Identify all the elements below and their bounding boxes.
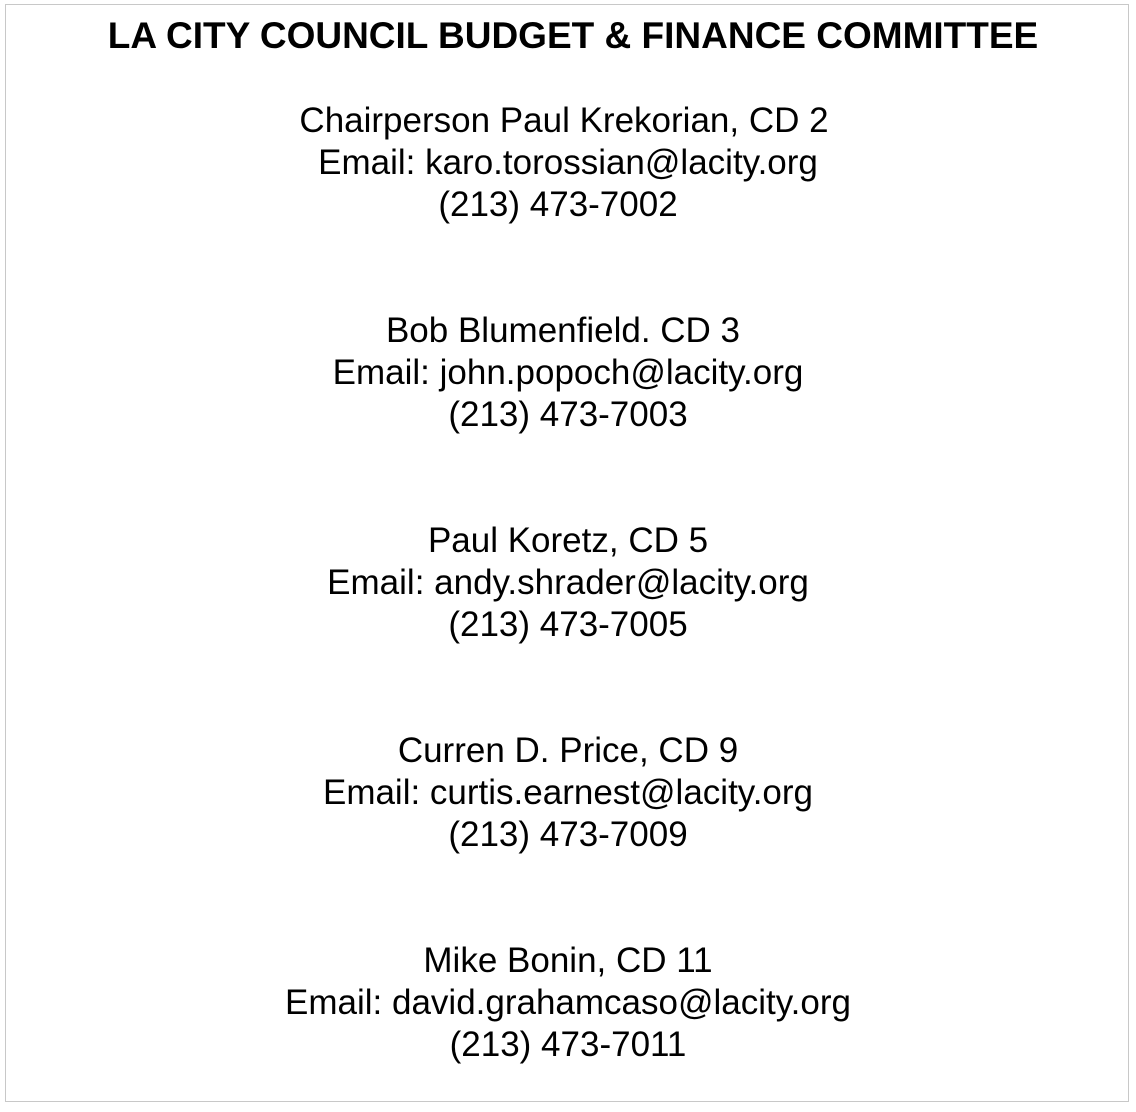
- member-phone: (213) 473-7002: [438, 185, 678, 224]
- member-email: Email: karo.torossian@lacity.org: [318, 143, 818, 182]
- page-title: LA CITY COUNCIL BUDGET & FINANCE COMMITTEE: [107, 15, 1039, 56]
- member-name: Paul Koretz, CD 5: [427, 521, 709, 560]
- member-phone: (213) 473-7005: [448, 605, 688, 644]
- member-name: Curren D. Price, CD 9: [397, 731, 739, 770]
- member-phone: (213) 473-7009: [448, 815, 688, 854]
- member-name: Mike Bonin, CD 11: [423, 941, 713, 980]
- member-phone: (213) 473-7003: [448, 395, 688, 434]
- member-name: Bob Blumenfield. CD 3: [385, 311, 741, 350]
- member-name: Chairperson Paul Krekorian, CD 2: [299, 101, 829, 140]
- member-email: Email: curtis.earnest@lacity.org: [322, 773, 814, 812]
- member-phone: (213) 473-7011: [449, 1025, 687, 1064]
- member-email: Email: andy.shrader@lacity.org: [327, 563, 809, 602]
- member-email: Email: john.popoch@lacity.org: [332, 353, 804, 392]
- member-email: Email: david.grahamcaso@lacity.org: [285, 983, 851, 1022]
